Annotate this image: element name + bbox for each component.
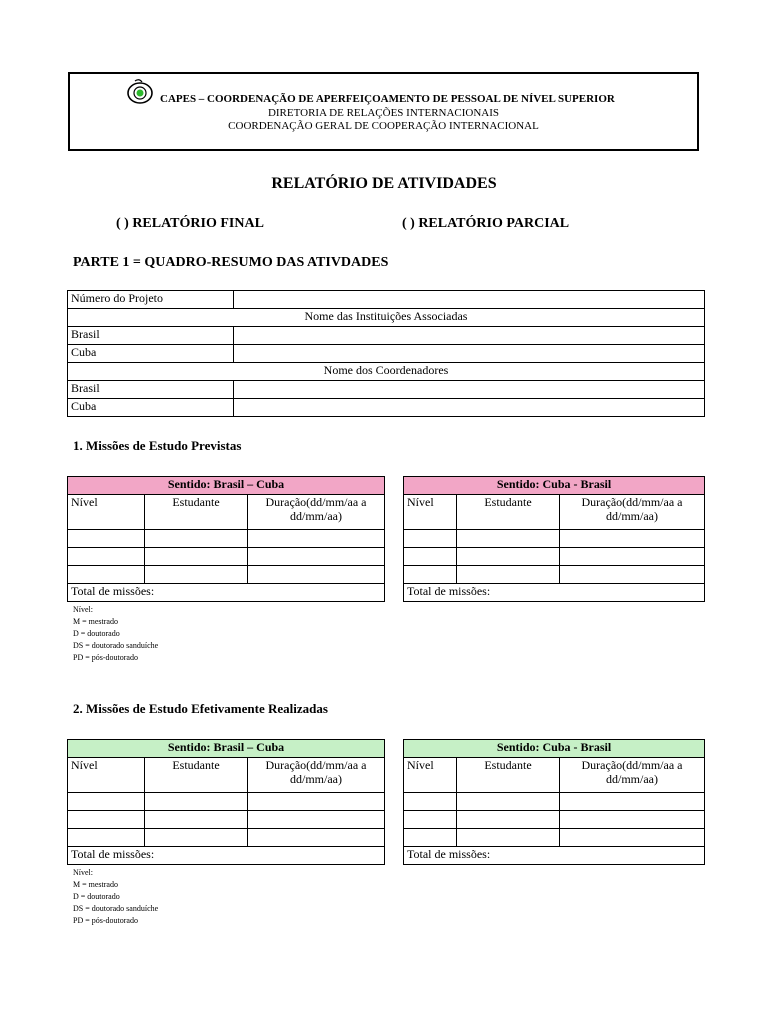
table-cell[interactable] bbox=[145, 566, 248, 584]
coordinator-brasil-label: Brasil bbox=[68, 381, 234, 399]
legend-m: M = mestrado bbox=[73, 617, 118, 626]
legend-pd: PD = pós-doutorado bbox=[73, 916, 138, 925]
legend-title: Nível: bbox=[73, 605, 93, 614]
legend-ds: DS = doutorado sanduíche bbox=[73, 904, 159, 913]
coordinator-cuba-label: Cuba bbox=[68, 399, 234, 417]
table-cell[interactable] bbox=[457, 793, 560, 811]
col-estudante: Estudante bbox=[457, 495, 560, 530]
table-cell[interactable] bbox=[248, 530, 385, 548]
col-duracao: Duração(dd/mm/aa a dd/mm/aa) bbox=[248, 758, 385, 793]
table-cell[interactable] bbox=[404, 530, 457, 548]
table-cell[interactable] bbox=[145, 793, 248, 811]
table-cell[interactable] bbox=[248, 548, 385, 566]
table-cell[interactable] bbox=[560, 829, 705, 847]
table-cell[interactable] bbox=[68, 530, 145, 548]
coordinator-brasil-field[interactable] bbox=[234, 381, 705, 399]
table-cell[interactable] bbox=[145, 548, 248, 566]
table-cell[interactable] bbox=[404, 829, 457, 847]
realized-cuba-brasil-header: Sentido: Cuba - Brasil bbox=[404, 740, 705, 758]
total-missions: Total de missões: bbox=[68, 847, 385, 865]
table-cell[interactable] bbox=[404, 811, 457, 829]
legend-d: D = doutorado bbox=[73, 629, 120, 638]
col-duracao: Duração(dd/mm/aa a dd/mm/aa) bbox=[560, 495, 705, 530]
legend-ds: DS = doutorado sanduíche bbox=[73, 641, 159, 650]
header-coordination: COORDENAÇÃO GERAL DE COOPERAÇÃO INTERNACIONAL bbox=[228, 120, 539, 132]
project-number-label: Número do Projeto bbox=[68, 291, 234, 309]
table-cell[interactable] bbox=[560, 548, 705, 566]
table-cell[interactable] bbox=[68, 811, 145, 829]
total-missions: Total de missões: bbox=[404, 584, 705, 602]
table-cell[interactable] bbox=[248, 811, 385, 829]
table-cell[interactable] bbox=[457, 548, 560, 566]
planned-brasil-cuba-header: Sentido: Brasil – Cuba bbox=[68, 477, 385, 495]
table-cell[interactable] bbox=[145, 530, 248, 548]
table-cell[interactable] bbox=[68, 793, 145, 811]
col-estudante: Estudante bbox=[145, 758, 248, 793]
table-cell[interactable] bbox=[457, 811, 560, 829]
col-duracao: Duração(dd/mm/aa a dd/mm/aa) bbox=[248, 495, 385, 530]
option-final-report[interactable]: ( ) RELATÓRIO FINAL bbox=[116, 216, 264, 231]
institution-cuba-label: Cuba bbox=[68, 345, 234, 363]
table-cell[interactable] bbox=[145, 811, 248, 829]
table-cell[interactable] bbox=[248, 566, 385, 584]
table-cell[interactable] bbox=[248, 793, 385, 811]
table-cell[interactable] bbox=[145, 829, 248, 847]
table-cell[interactable] bbox=[404, 566, 457, 584]
institution-brasil-field[interactable] bbox=[234, 327, 705, 345]
table-cell[interactable] bbox=[457, 829, 560, 847]
planned-cuba-brasil-header: Sentido: Cuba - Brasil bbox=[404, 477, 705, 495]
section2-title: 2. Missões de Estudo Efetivamente Realizadas bbox=[73, 701, 328, 716]
planned-brasil-cuba-table bbox=[67, 476, 385, 602]
table-cell[interactable] bbox=[560, 793, 705, 811]
col-duracao: Duração(dd/mm/aa a dd/mm/aa) bbox=[560, 758, 705, 793]
realized-cuba-brasil-table bbox=[403, 739, 705, 865]
institutions-header: Nome das Instituições Associadas bbox=[68, 309, 705, 327]
col-estudante: Estudante bbox=[145, 495, 248, 530]
header-org: CAPES – COORDENAÇÃO DE APERFEIÇOAMENTO DE PESSOAL DE NÍVEL SUPERIOR bbox=[160, 93, 615, 105]
legend-pd: PD = pós-doutorado bbox=[73, 653, 138, 662]
project-info-table bbox=[67, 290, 705, 417]
col-nivel: Nível bbox=[68, 758, 145, 793]
option-partial-report[interactable]: ( ) RELATÓRIO PARCIAL bbox=[402, 216, 570, 231]
total-missions: Total de missões: bbox=[404, 847, 705, 865]
legend-m: M = mestrado bbox=[73, 880, 118, 889]
section1-title: 1. Missões de Estudo Previstas bbox=[73, 438, 242, 453]
realized-brasil-cuba-table bbox=[67, 739, 385, 865]
coordinators-header: Nome dos Coordenadores bbox=[68, 363, 705, 381]
institution-brasil-label: Brasil bbox=[68, 327, 234, 345]
legend-title: Nível: bbox=[73, 868, 93, 877]
col-nivel: Nível bbox=[68, 495, 145, 530]
part1-title: PARTE 1 = QUADRO-RESUMO DAS ATIVDADES bbox=[73, 255, 389, 270]
table-cell[interactable] bbox=[68, 566, 145, 584]
legend-section1 bbox=[73, 604, 158, 664]
legend-section2 bbox=[73, 867, 158, 927]
institution-cuba-field[interactable] bbox=[234, 345, 705, 363]
table-cell[interactable] bbox=[404, 548, 457, 566]
total-missions: Total de missões: bbox=[68, 584, 385, 602]
table-cell[interactable] bbox=[457, 530, 560, 548]
page-title: RELATÓRIO DE ATIVIDADES bbox=[271, 175, 497, 192]
table-cell[interactable] bbox=[560, 811, 705, 829]
project-number-field[interactable] bbox=[234, 291, 705, 309]
table-cell[interactable] bbox=[457, 566, 560, 584]
planned-cuba-brasil-table bbox=[403, 476, 705, 602]
coordinator-cuba-field[interactable] bbox=[234, 399, 705, 417]
table-cell[interactable] bbox=[560, 566, 705, 584]
table-cell[interactable] bbox=[560, 530, 705, 548]
table-cell[interactable] bbox=[248, 829, 385, 847]
table-cell[interactable] bbox=[68, 548, 145, 566]
col-estudante: Estudante bbox=[457, 758, 560, 793]
capes-logo-icon bbox=[125, 77, 155, 107]
header-directorate: DIRETORIA DE RELAÇÕES INTERNACIONAIS bbox=[267, 107, 500, 119]
realized-brasil-cuba-header: Sentido: Brasil – Cuba bbox=[68, 740, 385, 758]
col-nivel: Nível bbox=[404, 495, 457, 530]
col-nivel: Nível bbox=[404, 758, 457, 793]
table-cell[interactable] bbox=[404, 793, 457, 811]
table-cell[interactable] bbox=[68, 829, 145, 847]
legend-d: D = doutorado bbox=[73, 892, 120, 901]
